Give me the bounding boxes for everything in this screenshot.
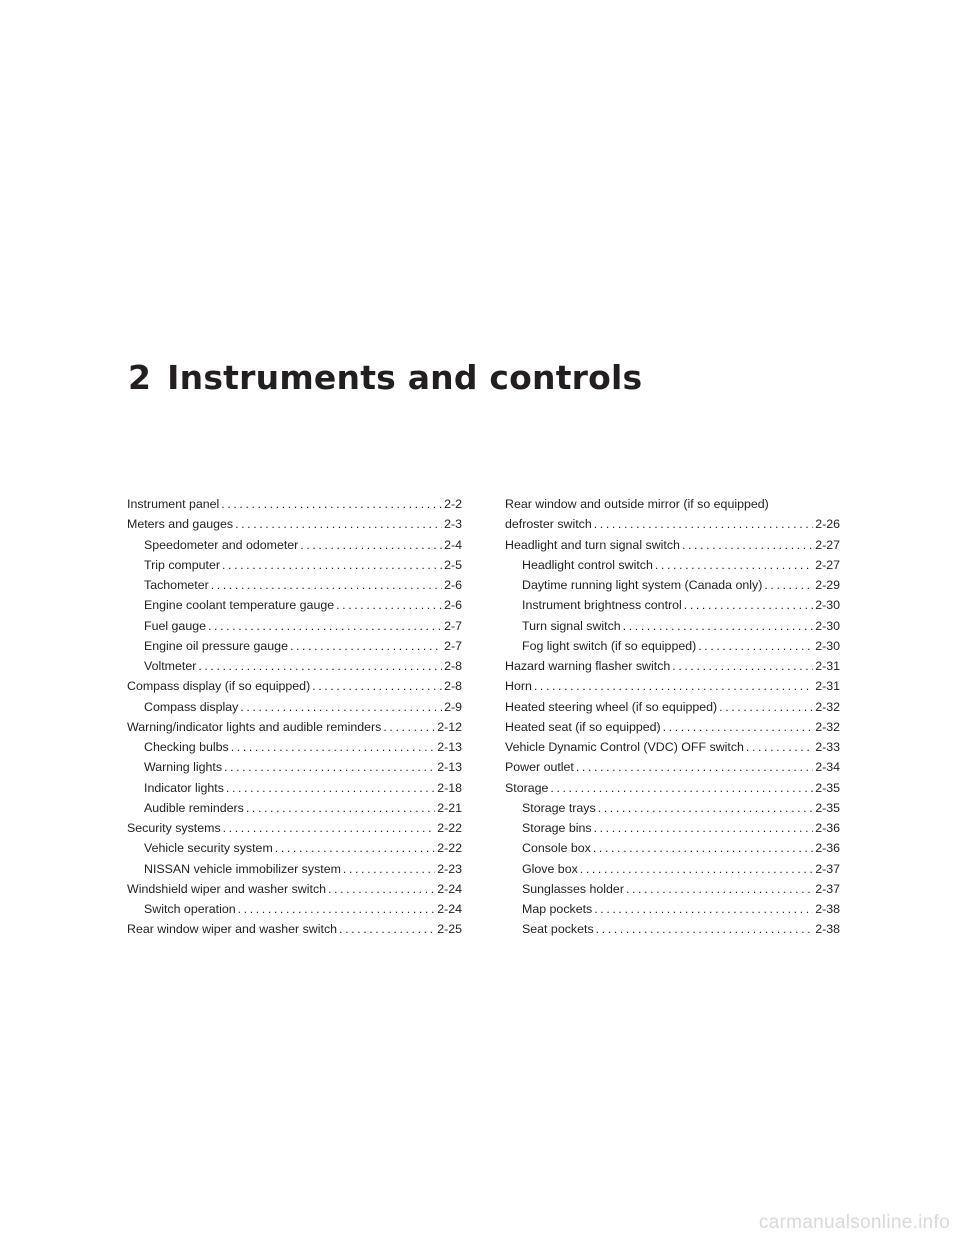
toc-entry-page: 2-24	[437, 902, 462, 916]
toc-dot-leader	[238, 899, 436, 919]
toc-entry[interactable]	[127, 879, 462, 899]
toc-entry-label: Warning/indicator lights and audible reminders	[127, 719, 382, 734]
toc-entry-page: 2-2	[444, 497, 462, 511]
toc-entry-page: 2-3	[444, 517, 462, 532]
toc-entry-label: Audible reminders	[144, 800, 244, 815]
toc-entry-label: Engine oil pressure gauge	[144, 638, 288, 653]
toc-dot-leader	[312, 676, 442, 696]
toc-dot-leader	[300, 535, 442, 555]
toc-dot-leader	[343, 859, 435, 879]
toc-entry-label: Instrument panel	[127, 497, 220, 511]
toc-entry-label: NISSAN vehicle immobilizer system	[144, 861, 341, 876]
toc-entry-page: 2-12	[437, 719, 462, 734]
toc-entry-page: 2-27	[815, 537, 840, 552]
toc-entry-label: Storage bins	[522, 821, 592, 835]
toc-entry-page: 2-7	[444, 638, 462, 653]
toc-dot-leader	[684, 595, 813, 615]
toc-entry[interactable]	[127, 818, 462, 838]
toc-entry-label: Fuel gauge	[144, 618, 207, 633]
toc-dot-leader	[224, 757, 435, 777]
toc-entry-label: Horn	[505, 679, 532, 694]
toc-dot-leader	[594, 514, 813, 534]
toc-entry[interactable]	[127, 778, 462, 798]
toc-entry[interactable]	[127, 757, 462, 777]
toc-entry-label: Turn signal switch	[522, 618, 621, 633]
toc-entry-label: defroster switch	[505, 517, 592, 532]
toc-dot-leader	[240, 697, 442, 717]
toc-entry-label: Glove box	[522, 861, 578, 876]
toc-dot-leader	[594, 899, 813, 919]
toc-entry-label: Voltmeter	[144, 659, 197, 673]
toc-entry-page: 2-36	[815, 821, 840, 835]
toc-entry[interactable]	[127, 595, 462, 615]
toc-entry-page: 2-38	[815, 902, 840, 916]
toc-left-column	[127, 494, 462, 940]
toc-entry-label: Storage	[505, 780, 549, 795]
toc-entry-page: 2-37	[815, 861, 840, 876]
toc-entry-label: Vehicle Dynamic Control (VDC) OFF switch	[505, 740, 744, 754]
toc-entry[interactable]	[127, 616, 462, 636]
toc-entry-page: 2-30	[815, 598, 840, 613]
toc-entry-page: 2-6	[444, 578, 462, 592]
toc-entry-page: 2-32	[815, 699, 840, 714]
toc-dot-leader	[550, 778, 813, 798]
toc-entry-page: 2-25	[437, 922, 462, 937]
toc-dot-leader	[290, 636, 442, 656]
toc-entry[interactable]	[127, 919, 462, 939]
toc-entry[interactable]	[127, 798, 462, 818]
toc-dot-leader	[336, 595, 442, 615]
toc-dot-leader	[580, 859, 813, 879]
toc-entry-label: Heated seat (if so equipped)	[505, 719, 661, 734]
toc-entry-page: 2-36	[815, 841, 840, 856]
toc-dot-leader	[211, 575, 442, 595]
toc-entry[interactable]	[127, 575, 462, 595]
toc-entry-page: 2-30	[815, 638, 840, 653]
toc-dot-leader	[598, 798, 813, 818]
watermark-text: carmanualsonline.info	[758, 1212, 950, 1233]
toc-dot-leader	[698, 636, 813, 656]
toc-dot-leader	[594, 818, 814, 838]
toc-entry-label: Sunglasses holder	[522, 881, 624, 896]
toc-right-column	[505, 494, 840, 940]
toc-entry[interactable]	[505, 555, 840, 575]
toc-entry-page: 2-22	[437, 821, 462, 835]
toc-dot-leader	[221, 494, 442, 514]
toc-entry-label: Indicator lights	[144, 780, 224, 795]
toc-entry-label: Speedometer and odometer	[144, 537, 299, 552]
toc-entry-label: Headlight control switch	[522, 557, 653, 572]
toc-entry-label: Hazard warning flasher switch	[505, 659, 671, 673]
toc-entry-page: 2-13	[437, 760, 462, 775]
toc-entry-page: 2-27	[815, 557, 840, 572]
toc-entry[interactable]	[505, 838, 840, 858]
toc-entry[interactable]	[505, 879, 840, 899]
toc-dot-leader	[198, 656, 442, 676]
toc-entry-label: Console box	[522, 841, 591, 856]
toc-entry[interactable]	[127, 535, 462, 555]
toc-entry-page: 2-7	[444, 618, 462, 633]
toc-entry-page: 2-5	[444, 557, 462, 572]
toc-entry-label: Storage trays	[522, 800, 596, 815]
toc-dot-leader	[746, 737, 813, 757]
toc-entry-label: Heated steering wheel (if so equipped)	[505, 699, 718, 714]
toc-entry-label: Power outlet	[505, 760, 574, 775]
toc-entry[interactable]	[127, 838, 462, 858]
toc-dot-leader	[593, 838, 813, 858]
toc-entry-page: 2-9	[444, 699, 462, 714]
toc-entry-label: Warning lights	[144, 760, 223, 775]
toc-dot-leader	[672, 656, 813, 676]
toc-entry-label: Switch operation	[144, 902, 236, 916]
toc-entry[interactable]	[505, 859, 840, 879]
toc-entry-page: 2-34	[815, 760, 840, 775]
toc-entry-label: Security systems	[127, 821, 221, 835]
toc-entry-label: Compass display	[144, 699, 239, 714]
toc-entry[interactable]	[505, 575, 840, 595]
toc-dot-leader	[534, 676, 813, 696]
toc-entry[interactable]	[505, 514, 840, 534]
toc-entry[interactable]	[505, 919, 840, 939]
toc-entry[interactable]	[505, 595, 840, 615]
toc-entry[interactable]	[505, 717, 840, 737]
toc-entry[interactable]	[505, 656, 840, 676]
toc-entry-label: Trip computer	[144, 557, 220, 572]
toc-entry-label: Engine coolant temperature gauge	[144, 598, 335, 613]
toc-entry-page: 2-29	[815, 578, 840, 592]
toc-entry-page: 2-13	[437, 740, 462, 754]
toc-dot-leader	[275, 838, 435, 858]
toc-dot-leader	[223, 818, 436, 838]
toc-entry-page: 2-8	[444, 659, 462, 673]
toc-entry-page: 2-8	[444, 679, 462, 694]
toc-dot-leader	[339, 919, 435, 939]
toc-entry-label: Tachometer	[144, 578, 209, 592]
toc-entry-label: Meters and gauges	[127, 517, 234, 532]
toc-entry[interactable]	[505, 636, 840, 656]
toc-entry-label: Instrument brightness control	[522, 598, 682, 613]
toc-entry-label: Vehicle security system	[144, 841, 273, 856]
toc-entry[interactable]	[505, 737, 840, 757]
toc-entry-page: 2-18	[437, 780, 462, 795]
toc-entry[interactable]	[127, 636, 462, 656]
toc-dot-leader	[226, 778, 435, 798]
chapter-title	[128, 358, 642, 397]
toc-entry[interactable]	[505, 676, 840, 696]
toc-entry-page: 2-35	[815, 800, 840, 815]
toc-entry-label: Map pockets	[522, 902, 593, 916]
toc-entry-page: 2-22	[437, 841, 462, 856]
toc-dot-leader	[235, 514, 442, 534]
chapter-number: 2	[128, 358, 152, 397]
toc-dot-leader	[626, 879, 813, 899]
toc-dot-leader	[623, 616, 813, 636]
toc-dot-leader	[663, 717, 814, 737]
toc-entry-page: 2-4	[444, 537, 462, 552]
toc-entry-page: 2-31	[815, 659, 840, 673]
toc-dot-leader	[576, 757, 813, 777]
toc-entry-page: 2-21	[437, 800, 462, 815]
toc-entry-page: 2-30	[815, 618, 840, 633]
toc-entry-label: Seat pockets	[522, 922, 594, 937]
toc-entry[interactable]	[127, 656, 462, 676]
toc-dot-leader	[719, 697, 813, 717]
toc-dot-leader	[246, 798, 435, 818]
toc-dot-leader	[764, 575, 813, 595]
toc-entry[interactable]	[127, 514, 462, 534]
toc-entry-label: Fog light switch (if so equipped)	[522, 638, 697, 653]
toc-entry-page: 2-23	[437, 861, 462, 876]
toc-entry-page: 2-32	[815, 719, 840, 734]
toc-dot-leader	[682, 535, 813, 555]
toc-dot-leader	[222, 555, 442, 575]
toc-entry-page: 2-24	[437, 881, 462, 896]
toc-entry-label: Rear window wiper and washer switch	[127, 922, 338, 937]
toc-entry-page: 2-26	[815, 517, 840, 532]
toc-entry[interactable]	[127, 737, 462, 757]
toc-entry-page: 2-35	[815, 780, 840, 795]
toc-dot-leader	[655, 555, 813, 575]
toc-entry[interactable]	[127, 899, 462, 919]
toc-dot-leader	[328, 879, 435, 899]
toc-entry[interactable]	[127, 859, 462, 879]
chapter-title-text: Instruments and controls	[167, 358, 643, 397]
toc-entry-page: 2-37	[815, 881, 840, 896]
toc-entry[interactable]	[127, 717, 462, 737]
toc-entry-page: 2-31	[815, 679, 840, 694]
toc-entry[interactable]	[505, 697, 840, 717]
toc-entry[interactable]	[127, 494, 462, 514]
toc-entry[interactable]	[505, 616, 840, 636]
toc-entry[interactable]	[127, 697, 462, 717]
toc-entry[interactable]	[505, 798, 840, 818]
toc-dot-leader	[231, 737, 435, 757]
toc-entry-label-line: Rear window and outside mirror (if so equipped)	[505, 497, 769, 511]
toc-entry-page: 2-38	[815, 922, 840, 937]
toc-dot-leader	[208, 616, 442, 636]
toc-entry[interactable]	[505, 818, 840, 838]
toc-dot-leader	[596, 919, 814, 939]
toc-entry-label: Checking bulbs	[144, 740, 229, 754]
toc-entry[interactable]	[127, 676, 462, 696]
toc-entry-label: Daytime running light system (Canada only)	[522, 578, 763, 592]
toc-entry[interactable]	[505, 778, 840, 798]
toc-dot-leader	[383, 717, 435, 737]
toc-entry[interactable]	[505, 757, 840, 777]
toc-entry-page: 2-33	[815, 740, 840, 754]
toc-entry[interactable]	[505, 899, 840, 919]
toc-entry[interactable]	[127, 555, 462, 575]
toc-entry-label: Windshield wiper and washer switch	[127, 881, 327, 896]
toc-entry-page: 2-6	[444, 598, 462, 613]
toc-entry-label: Compass display (if so equipped)	[127, 679, 311, 694]
toc-entry[interactable]	[505, 535, 840, 555]
toc-entry-label: Headlight and turn signal switch	[505, 537, 680, 552]
